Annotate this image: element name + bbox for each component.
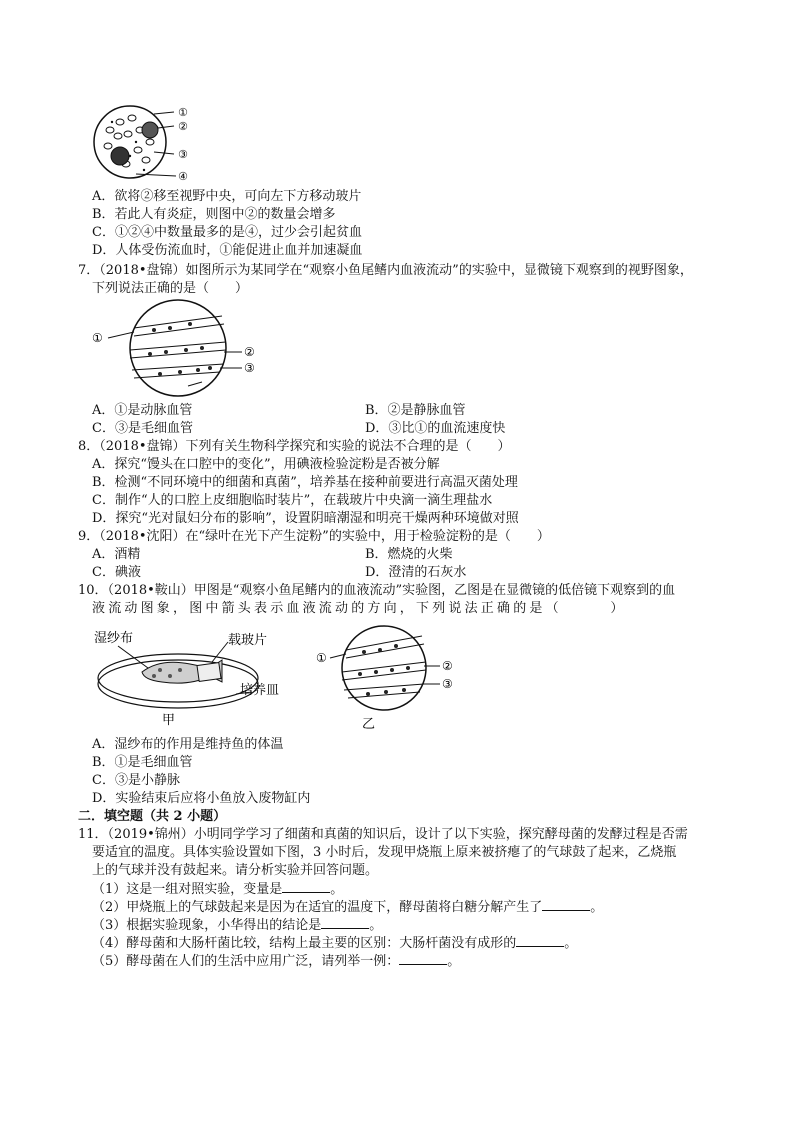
q11-sub1-blank[interactable] [282, 880, 330, 893]
q11-stem-line3: 上的气球并没有鼓起来。请分析实验并回答问题。 [92, 863, 379, 878]
q7-option-b: B．②是静脉血管 [365, 403, 466, 418]
q7-label-1: ① [92, 331, 103, 345]
q6-option-c: C．①②④中数量最多的是④，过少会引起贫血 [92, 225, 362, 240]
q9-option-b: B．燃烧的火柴 [365, 547, 453, 562]
q11-sub1 [92, 880, 343, 898]
q11-sub3 [92, 916, 382, 934]
q9-stem: 9．（2018•沈阳）在“绿叶在光下产生淀粉”的实验中，用于检验淀粉的是（ ） [78, 529, 550, 544]
fish-dish-figure-jia [90, 620, 310, 732]
q8-option-c: C．制作“人的口腔上皮细胞临时装片”，在载玻片中央滴一滴生理盐水 [92, 493, 493, 508]
q10-option-d: D．实验结束后应将小鱼放入废物缸内 [92, 791, 311, 806]
q8-stem: 8．（2018•盘锦）下列有关生物科学探究和实验的说法不合理的是（ ） [78, 439, 511, 454]
q8-option-b: B．检测“不同环境中的细菌和真菌”，培养基在接种前要进行高温灭菌处理 [92, 475, 518, 490]
q6-option-a: A．欲将②移至视野中央，可向左下方移动玻片 [92, 189, 362, 204]
q10-stem-line2: 液流动图象，图中箭头表示血液流动的方向，下列说法正确的是（ ） [92, 601, 627, 616]
fish-fin-microscope-figure-q7 [90, 298, 270, 400]
q11-sub5-blank[interactable] [399, 952, 447, 965]
q7-option-d: D．③比①的血流速度快 [365, 421, 506, 436]
q11-sub2-blank[interactable] [542, 898, 590, 911]
smear-label-3: ③ [178, 148, 188, 161]
q11-sub4 [92, 934, 577, 952]
q11-sub3-blank[interactable] [321, 916, 369, 929]
q8-option-d: D．探究“光对鼠妇分布的影响”，设置阴暗潮湿和明亮干燥两种环境做对照 [92, 511, 519, 526]
q10-stem-line1: 10．（2018•鞍山）甲图是“观察小鱼尾鳍内的血液流动”实验图，乙图是在显微镜的低倍镜下观察到的血 [78, 583, 676, 598]
q8-option-a: A．探究“馒头在口腔中的变化”，用碘液检验淀粉是否被分解 [92, 457, 440, 472]
q6-option-b: B．若此人有炎症，则图中②的数量会增多 [92, 207, 336, 222]
q10-option-a: A．湿纱布的作用是维持鱼的体温 [92, 737, 284, 752]
q9-option-a: A．酒精 [92, 547, 141, 562]
label-slide: 载玻片 [228, 633, 268, 648]
yi-label-2: ② [442, 659, 453, 673]
q11-sub4-text: （4）酵母菌和大肠杆菌比较，结构上最主要的区别：大肠杆菌没有成形的 [92, 936, 517, 951]
q11-sub3-text: （3）根据实验现象，小华得出的结论是 [92, 918, 322, 933]
smear-label-1: ① [178, 106, 188, 119]
q11-stem-line1: 11．（2019•锦州）小明同学学习了细菌和真菌的知识后，设计了以下实验，探究酵母菌的发酵过程是否需 [78, 827, 688, 842]
label-petri-dish: 培养皿 [240, 683, 280, 698]
q9-option-c: C．碘液 [92, 565, 141, 580]
fish-fin-microscope-figure-yi [314, 620, 464, 732]
q7-label-3: ③ [244, 361, 255, 375]
q11-stem-line2: 要适宜的温度。具体实验设置如下图，3 小时后，发现甲烧瓶上原来被挤瘪了的气球鼓了起来，乙烧瓶 [92, 845, 677, 860]
label-wet-gauze: 湿纱布 [94, 631, 134, 646]
q11-sub1-text: （1）这是一组对照实验，变量是 [92, 882, 283, 897]
q6-option-d: D．人体受伤流血时，①能促进止血并加速凝血 [92, 243, 363, 258]
q11-sub3-end: 。 [369, 918, 383, 933]
q11-sub4-blank[interactable] [516, 934, 564, 947]
q11-sub2-text: （2）甲烧瓶上的气球鼓起来是因为在适宜的温度下，酵母菌将白糖分解产生了 [92, 900, 543, 915]
q11-sub4-end: 。 [564, 936, 578, 951]
q7-label-2: ② [244, 345, 255, 359]
smear-label-2: ② [178, 120, 188, 133]
q9-option-d: D．澄清的石灰水 [365, 565, 467, 580]
q11-sub5-end: 。 [447, 954, 461, 969]
q7-option-a: A．①是动脉血管 [92, 403, 193, 418]
fig-jia-caption: 甲 [162, 713, 176, 728]
q10-option-b: B．①是毛细血管 [92, 755, 193, 770]
q11-sub5-text: （5）酵母菌在人们的生活中应用广泛，请列举一例： [92, 954, 400, 969]
yi-label-3: ③ [442, 677, 453, 691]
q11-sub2-end: 。 [590, 900, 604, 915]
blood-smear-figure [92, 104, 212, 184]
q7-stem-line2: 下列说法正确的是（ ） [92, 281, 249, 296]
section-fill-in-title: 二．填空题（共 2 小题） [78, 809, 227, 824]
q11-sub1-end: 。 [330, 882, 344, 897]
q7-option-c: C．③是毛细血管 [92, 421, 193, 436]
yi-label-1: ① [316, 651, 327, 665]
q11-sub2 [92, 898, 603, 916]
q11-sub5 [92, 952, 460, 970]
q7-stem-line1: 7．（2018•盘锦）如图所示为某同学在“观察小鱼尾鳍内血液流动”的实验中，显微镜下观察到的视野图象， [78, 263, 693, 278]
smear-label-4: ④ [178, 170, 188, 183]
fig-yi-caption: 乙 [362, 717, 376, 732]
q10-option-c: C．③是小静脉 [92, 773, 180, 788]
